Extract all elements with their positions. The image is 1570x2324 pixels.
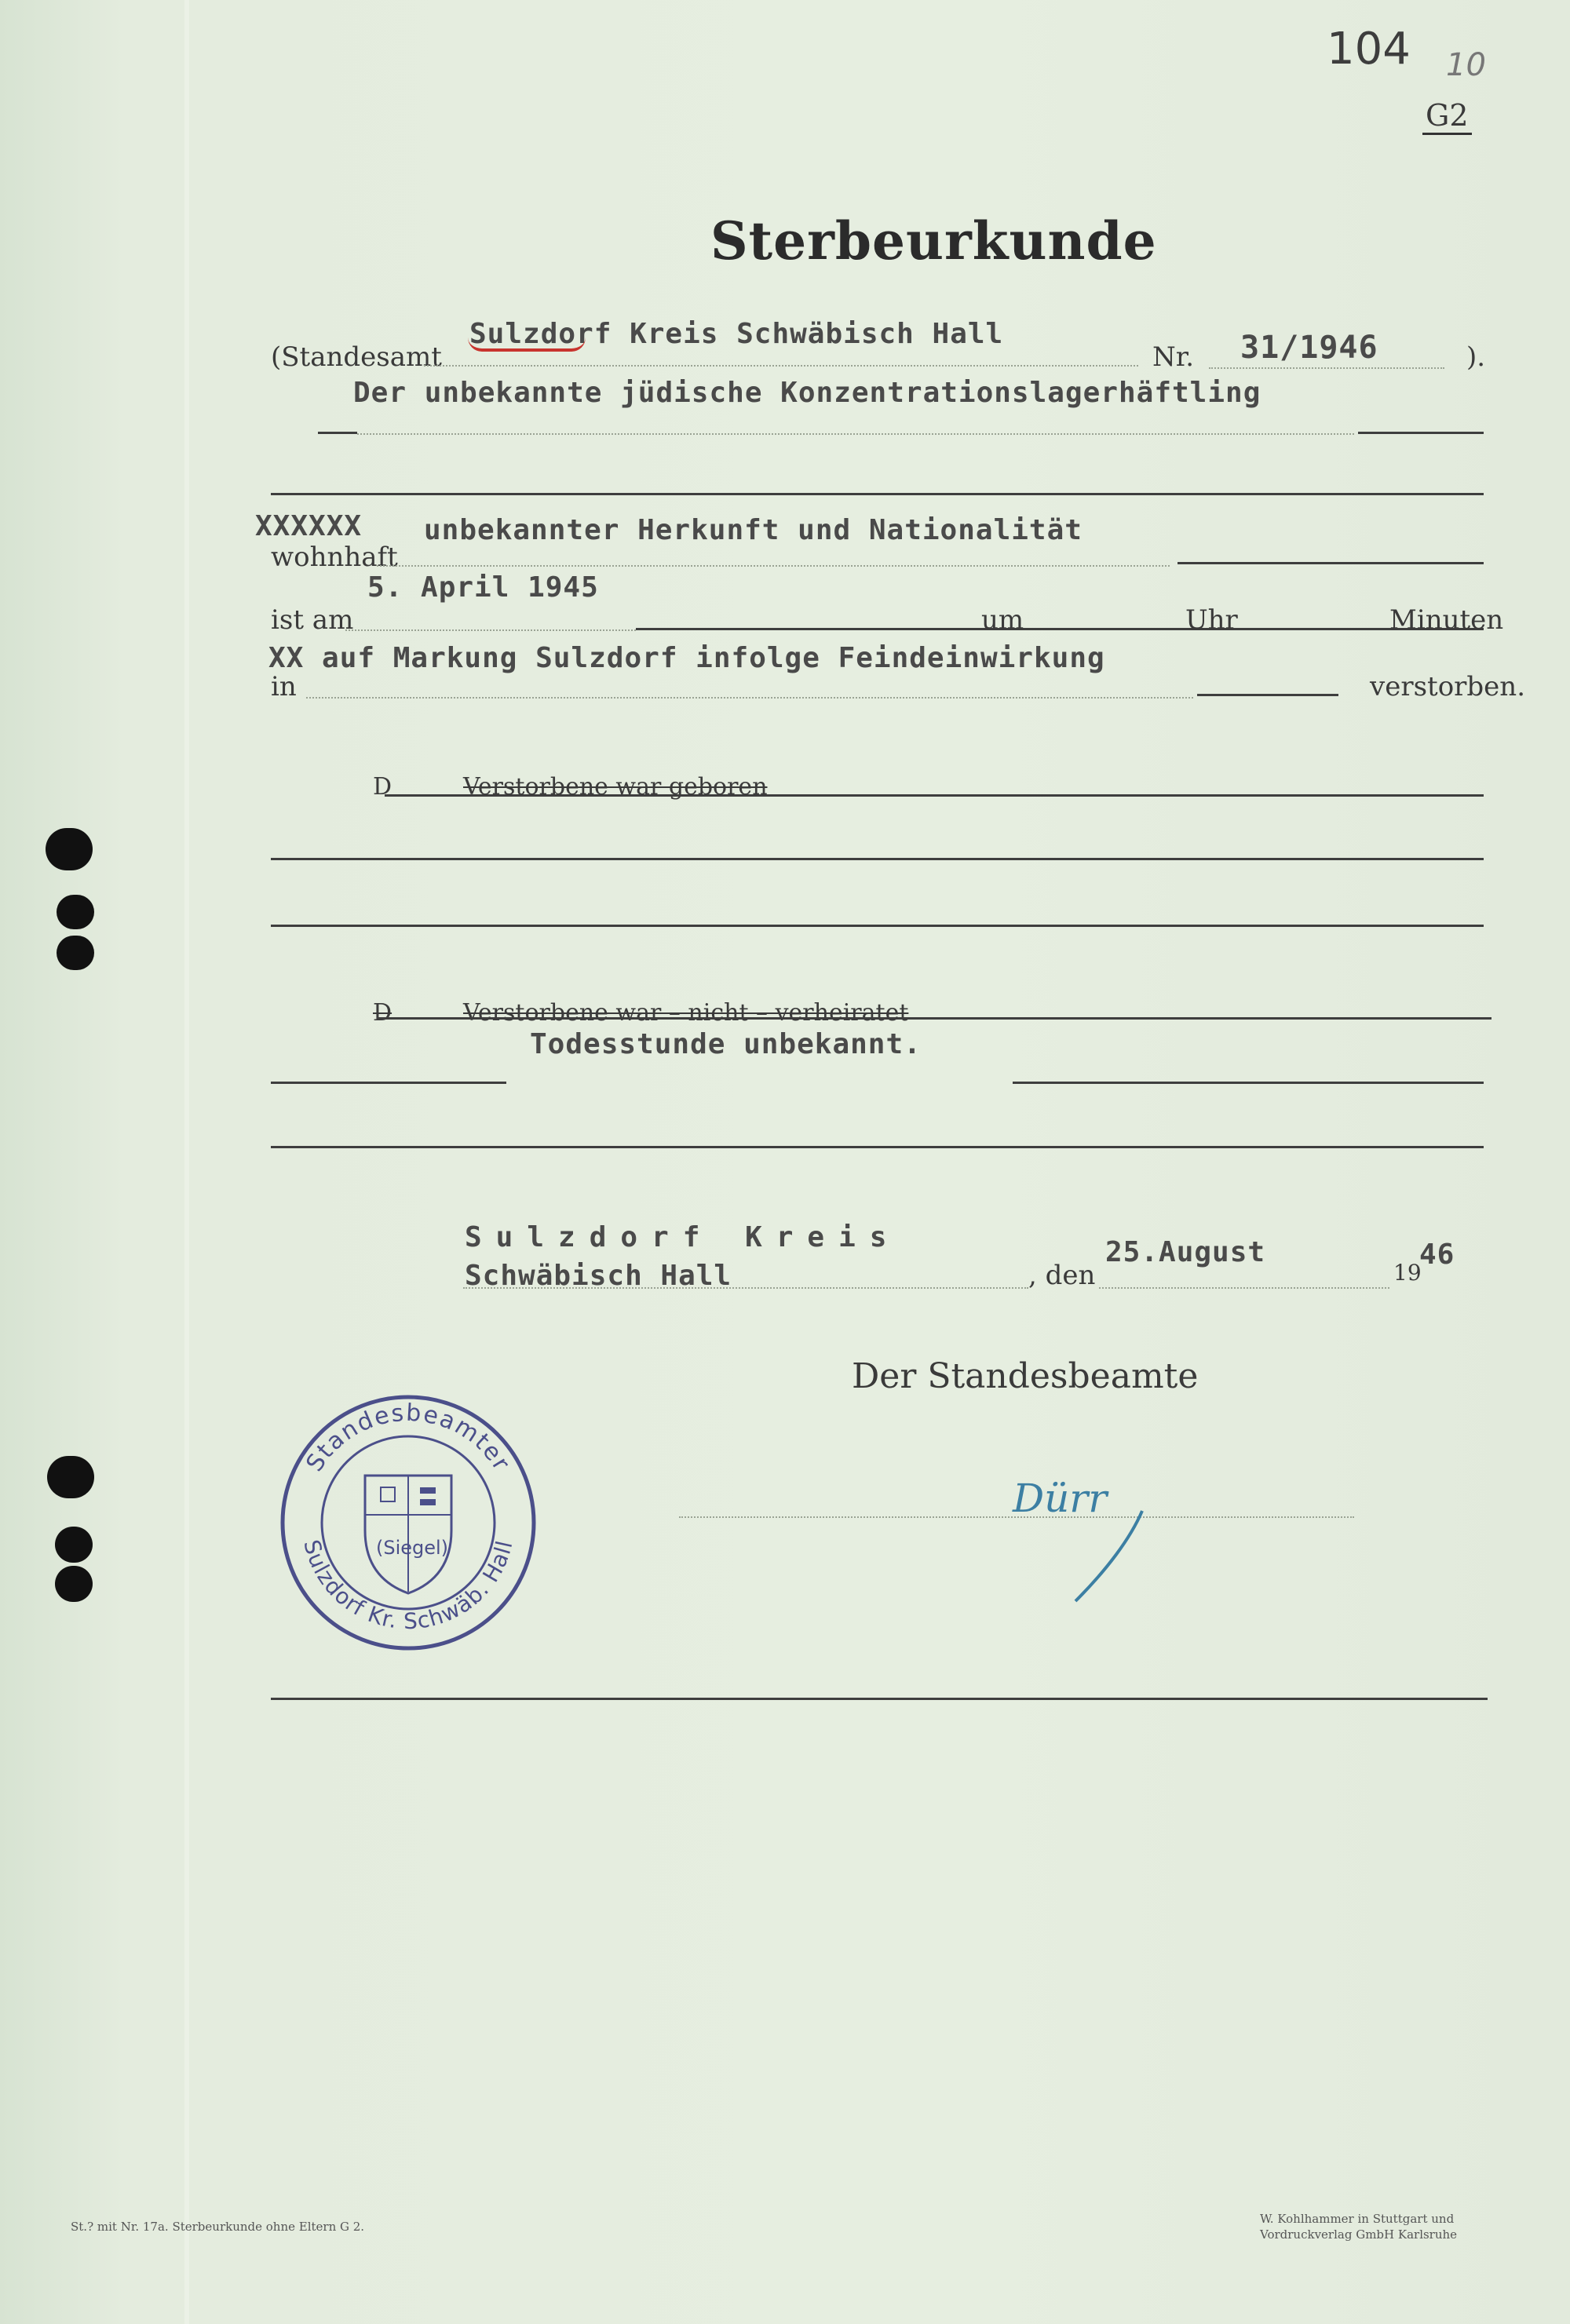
rule-full (271, 858, 1484, 860)
rule-full (271, 493, 1484, 495)
minuten-label: Minuten (1389, 604, 1504, 636)
registry-office: Sulzdorf Kreis Schwäbisch Hall (469, 318, 1004, 350)
year-prefix: 19 (1393, 1260, 1422, 1286)
signature-place-line1: Sulzdorf Kreis (465, 1221, 901, 1253)
rule-short (318, 432, 357, 434)
note-rule-right (1013, 1082, 1484, 1084)
born-prefix: D (373, 773, 392, 801)
born-text: Verstorbene war geboren (463, 773, 768, 801)
residence-line (377, 565, 1170, 567)
official-seal (275, 1389, 542, 1656)
rule-bottom (271, 1698, 1488, 1700)
death-time-rule (636, 628, 1484, 630)
registry-office-line (424, 365, 1138, 367)
punch-hole (57, 895, 94, 929)
person-description-line (357, 433, 1354, 435)
note-rule-left (271, 1082, 506, 1084)
registry-nr-line (1209, 367, 1444, 369)
official-title: Der Standesbeamte (852, 1356, 1199, 1396)
seal-inner-label: (Siegel) (375, 1537, 449, 1559)
document-title: Sterbeurkunde (710, 210, 1157, 272)
punch-hole (55, 1527, 93, 1563)
death-place-rule (1197, 694, 1338, 696)
red-pencil-mark (468, 337, 586, 352)
punch-hole (46, 828, 93, 870)
svg-text:Standesbeamter (301, 1399, 516, 1477)
residence: unbekannter Herkunft und Nationalität (424, 514, 1083, 546)
married-text: Verstorbene war – nicht – verheiratet (463, 999, 909, 1027)
um-label: um (981, 604, 1024, 636)
certificate-date-line (1099, 1287, 1389, 1289)
archive-suffix: 10 (1446, 47, 1486, 83)
registry-nr-value: 31/1946 (1240, 330, 1378, 366)
certificate-date: 25.August (1105, 1236, 1266, 1268)
death-date-line (345, 629, 636, 631)
residence-label: wohnhaft (271, 542, 398, 573)
signature-place-line2: Schwäbisch Hall (465, 1260, 732, 1292)
married-note: Todesstunde unbekannt. (530, 1028, 922, 1060)
registry-close: ). (1466, 341, 1486, 373)
death-place: XX auf Markung Sulzdorf infolge Feindeinwirkung (268, 642, 1105, 674)
death-place-line (306, 697, 1193, 699)
punch-hole (47, 1456, 94, 1498)
ist-am-label: ist am (271, 604, 354, 636)
rule-full (271, 1146, 1484, 1148)
punch-hole (57, 936, 94, 970)
married-rule (377, 1017, 1492, 1020)
rule-full (271, 925, 1484, 927)
residence-prefix: XXXXXX (255, 510, 363, 542)
uhr-label: Uhr (1185, 604, 1238, 636)
registry-prefix-label: (Standesamt (271, 341, 442, 373)
signature: Dürr (1013, 1476, 1108, 1521)
seal-text-bottom: Sulzdorf Kr. Schwäb. Hall (298, 1537, 518, 1635)
married-prefix: D (373, 999, 392, 1027)
form-code: G2 (1422, 98, 1472, 135)
residence-rule (1178, 562, 1484, 564)
signature-place-line (463, 1287, 1028, 1289)
verstorben-label: verstorben. (1370, 671, 1526, 702)
punch-hole (55, 1566, 93, 1602)
paper-fold (184, 0, 189, 2324)
footer-right-line1: W. Kohlhammer in Stuttgart und (1260, 2212, 1455, 2226)
registry-nr-label: Nr. (1152, 341, 1195, 373)
footer-right-line2: Vordruckverlag GmbH Karlsruhe (1260, 2227, 1458, 2242)
rule-end (1358, 432, 1484, 434)
in-label: in (271, 671, 297, 702)
born-rule (385, 794, 1484, 797)
archive-number: 104 (1327, 24, 1411, 75)
signature-stroke (1068, 1507, 1154, 1609)
footer-left: St.? mit Nr. 17a. Sterbeurkunde ohne Eltern G 2. (71, 2220, 365, 2234)
seal-text-top: Standesbeamter (301, 1399, 516, 1477)
year-suffix: 46 (1419, 1239, 1455, 1271)
person-description: Der unbekannte jüdische Konzentrationslagerhäftling (353, 377, 1261, 409)
death-date: 5. April 1945 (367, 571, 599, 604)
den-label: , den (1028, 1260, 1096, 1291)
